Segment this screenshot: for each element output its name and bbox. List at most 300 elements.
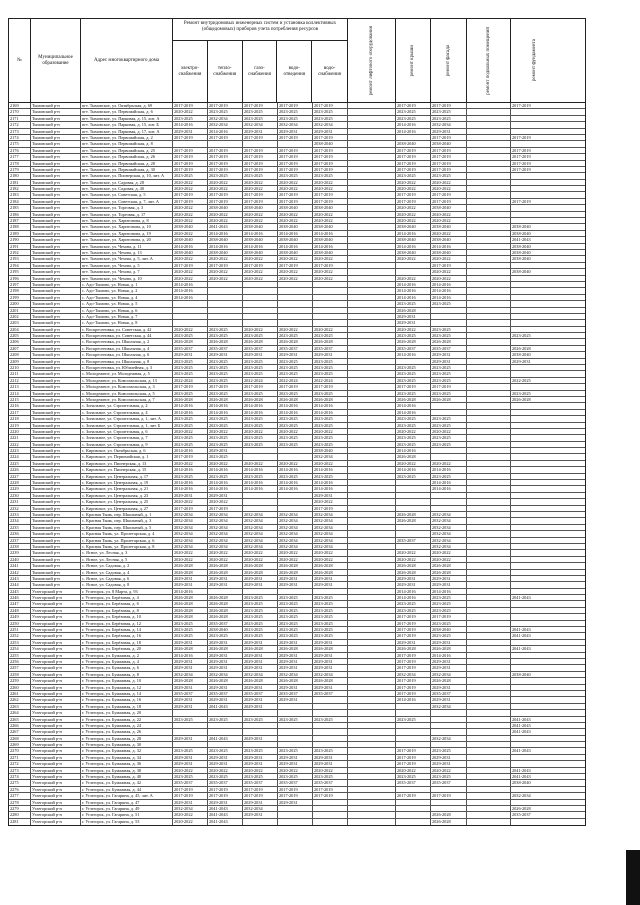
table-cell: 2020-2022: [243, 186, 278, 191]
table-cell: [467, 512, 511, 517]
table-cell: 2020-2022: [173, 256, 208, 261]
table-cell: 2029-2031: [313, 685, 348, 690]
table-cell: 2014-2016: [173, 403, 208, 408]
table-body: [8, 102, 586, 826]
table-cell: [511, 819, 559, 825]
table-cell: 2017-2019: [313, 135, 348, 140]
table-cell: 2029-2031: [396, 582, 431, 587]
table-cell: [511, 122, 559, 127]
table-cell: 2017-2019: [396, 793, 431, 798]
table-cell: Тымовский р-н: [31, 550, 81, 555]
table-cell: 2017-2019: [208, 192, 243, 197]
table-cell: 2020-2022: [243, 218, 278, 223]
table-cell: с. Адо-Тымово, ул. Новая, д. 8: [81, 320, 173, 325]
table-cell: 2029-2031: [208, 582, 243, 587]
table-cell: 2020-2022: [243, 550, 278, 555]
table-cell: 2017-2019: [396, 685, 431, 690]
table-cell: г. Углегорск, ул. Бумажная, д. 38: [81, 768, 173, 773]
table-cell: [348, 601, 396, 606]
table-cell: 2017-2019: [278, 793, 313, 798]
table-cell: 2169: [9, 103, 31, 108]
table-cell: [348, 486, 396, 491]
table-cell: 2032-2034: [243, 806, 278, 811]
table-cell: [467, 531, 511, 536]
table-cell: 2023-2025: [313, 748, 348, 753]
table-cell: 2173: [9, 129, 31, 134]
table-cell: [278, 812, 313, 817]
table-cell: Углегорский р-н: [31, 710, 81, 715]
table-cell: [313, 729, 348, 734]
table-cell: 2029-2031: [431, 576, 467, 581]
table-cell: [278, 295, 313, 300]
table-cell: Тымовский р-н: [31, 525, 81, 530]
table-cell: 2275: [9, 780, 31, 785]
table-cell: 2240: [9, 557, 31, 562]
table-cell: 2020-2022: [313, 327, 348, 332]
table-cell: 2023-2025: [173, 416, 208, 421]
table-cell: с. Ясное, ул. Лесная, д. 5: [81, 557, 173, 562]
table-cell: [208, 282, 243, 287]
table-cell: 2014-2016: [173, 282, 208, 287]
table-cell: с. Молодежное, ул. Комсомольская, д. 7: [81, 397, 173, 402]
table-cell: [511, 276, 559, 281]
table-cell: 2014-2016: [208, 403, 243, 408]
table-cell: 2029-2031: [278, 582, 313, 587]
table-cell: 2023-2025: [396, 116, 431, 121]
table-cell: 2020-2022: [208, 218, 243, 223]
header-roof: ремонт крыши: [396, 19, 431, 102]
table-cell: 2017-2019: [173, 192, 208, 197]
table-cell: Тымовский р-н: [31, 122, 81, 127]
table-cell: [511, 339, 559, 344]
table-cell: 2023-2025: [431, 595, 467, 600]
table-cell: Углегорский р-н: [31, 665, 81, 670]
table-cell: 2032-2034: [431, 531, 467, 536]
table-cell: 2032-2034: [243, 544, 278, 549]
table-cell: 2017-2019: [278, 148, 313, 153]
table-cell: Углегорский р-н: [31, 621, 81, 626]
table-cell: 2017-2019: [243, 148, 278, 153]
table-cell: 2017-2019: [396, 621, 431, 626]
header-facade: ремонт фасада: [431, 19, 467, 102]
table-cell: г. Углегорск, ул. Берёзовая, д. 12: [81, 621, 173, 626]
table-cell: 2020-2022: [313, 186, 348, 191]
table-cell: 2014-2016: [431, 244, 467, 249]
table-cell: 2035-2037: [208, 780, 243, 785]
table-cell: 2020-2022: [173, 429, 208, 434]
table-cell: Тымовский р-н: [31, 499, 81, 504]
table-cell: [467, 442, 511, 447]
table-cell: 2038-2040: [313, 205, 348, 210]
table-cell: с. Воскресеновка, ул. Советская, д. 42: [81, 327, 173, 332]
table-cell: 2029-2031: [173, 129, 208, 134]
table-cell: [348, 301, 396, 306]
table-cell: 2023-2025: [431, 442, 467, 447]
table-cell: Углегорский р-н: [31, 717, 81, 722]
table-cell: [511, 301, 559, 306]
table-cell: 2023-2025: [243, 608, 278, 613]
table-cell: 2017-2019: [243, 135, 278, 140]
table-cell: 2020-2022: [313, 218, 348, 223]
table-cell: 2023-2025: [396, 442, 431, 447]
table-cell: [243, 288, 278, 293]
table-cell: [348, 199, 396, 204]
table-cell: [348, 665, 396, 670]
table-cell: 2017-2019: [431, 263, 467, 268]
table-cell: 2225: [9, 461, 31, 466]
table-cell: 2023-2025: [396, 474, 431, 479]
table-cell: 2041-2043: [512, 627, 531, 633]
table-cell: 2038-2040: [396, 237, 431, 242]
table-cell: 2017-2019: [396, 678, 431, 683]
table-cell: [467, 474, 511, 479]
table-cell: 2186: [9, 212, 31, 217]
table-cell: 2268: [9, 736, 31, 741]
table-cell: 2029-2031: [396, 640, 431, 645]
header-basement: ремонт подвальных помещений: [467, 19, 511, 102]
table-cell: 2023-2025: [243, 365, 278, 370]
table-cell: 2020-2022: [313, 429, 348, 434]
table-cell: [396, 704, 431, 709]
table-cell: [511, 467, 559, 472]
table-cell: Тымовский р-н: [31, 199, 81, 204]
table-cell: 2017-2019: [396, 748, 431, 753]
table-cell: [511, 525, 559, 530]
table-cell: 2215: [9, 397, 31, 402]
table-cell: пгт. Тымовское, ул. Первомайская, д. 8: [81, 141, 173, 146]
table-cell: пгт. Тымовское, ул. Парковая, д. 17, лит. А: [81, 129, 173, 134]
table-cell: 2023-2025: [396, 173, 431, 178]
table-cell: 2026-2028: [278, 570, 313, 575]
table-cell: Углегорский р-н: [31, 704, 81, 709]
table-cell: [467, 691, 511, 696]
table-cell: [467, 378, 511, 383]
table-cell: г. Углегорск, ул. Бумажная, д. 12: [81, 685, 173, 690]
table-cell: Тымовский р-н: [31, 135, 81, 140]
table-cell: 2014-2016: [208, 129, 243, 134]
table-cell: 2038-2040: [243, 205, 278, 210]
table-cell: 2017-2019: [431, 135, 467, 140]
table-cell: Тымовский р-н: [31, 474, 81, 479]
table-cell: 2026-2028: [243, 397, 278, 402]
table-cell: 2026-2028: [243, 678, 278, 683]
table-cell: [511, 474, 559, 479]
table-cell: [467, 397, 511, 402]
table-cell: 2014-2016: [173, 448, 208, 453]
table-cell: [243, 301, 278, 306]
table-cell: 2023-2025: [173, 633, 208, 638]
table-cell: [278, 493, 313, 498]
table-cell: [208, 742, 243, 747]
table-cell: [208, 314, 243, 319]
table-cell: 2023-2025: [431, 774, 467, 779]
table-cell: [431, 506, 467, 511]
table-cell: 2029-2031: [208, 653, 243, 658]
table-cell: 2020-2022: [278, 186, 313, 191]
table-cell: 2026-2028: [313, 678, 348, 683]
table-cell: 2224: [9, 454, 31, 459]
table-cell: 2026-2028: [173, 601, 208, 606]
table-cell: 2020-2022: [313, 276, 348, 281]
table-cell: [467, 301, 511, 306]
table-cell: 2020-2022: [243, 768, 278, 773]
table-cell: 2023-2025: [431, 601, 467, 606]
table-cell: [348, 723, 396, 728]
table-cell: [511, 755, 559, 760]
table-cell: 2023-2025: [208, 391, 243, 396]
table-cell: 2020-2022: [173, 812, 208, 817]
table-cell: [511, 512, 559, 517]
table-cell: 2023-2025: [313, 423, 348, 428]
table-cell: 2026-2028: [173, 608, 208, 613]
table-cell: 2023-2025: [313, 435, 348, 440]
table-cell: с. Молодежное, ул. Комсомольская, д. 5: [81, 391, 173, 396]
table-cell: Тымовский р-н: [31, 506, 81, 511]
table-cell: 2014-2016: [396, 589, 431, 594]
table-cell: 2038-2040: [173, 224, 208, 229]
table-cell: [467, 269, 511, 274]
table-cell: Углегорский р-н: [31, 723, 81, 728]
table-cell: 2017-2019: [431, 614, 467, 619]
table-cell: [208, 710, 243, 715]
table-cell: 2020-2022: [208, 550, 243, 555]
table-cell: 2023-2025: [173, 717, 208, 722]
table-cell: 2023-2025: [278, 173, 313, 178]
table-cell: с. Кировское, ул. Центральная, д. 21: [81, 486, 173, 491]
table-cell: 2014-2016: [208, 467, 243, 472]
table-cell: пгт. Тымовское, ул. Харитонова, д. 8: [81, 218, 173, 223]
table-cell: [348, 582, 396, 587]
table-cell: 2205: [9, 333, 31, 338]
table-cell: [511, 570, 559, 575]
table-cell: 2191: [9, 244, 31, 249]
table-cell: [348, 397, 396, 402]
table-cell: [278, 282, 313, 287]
table-cell: 2023-2025: [243, 391, 278, 396]
table-cell: г. Углегорск, ул. Бумажная, д. 20: [81, 710, 173, 715]
table-cell: 2014-2016: [431, 653, 467, 658]
table-cell: 2032-2034: [278, 122, 313, 127]
table-cell: 2023-2025: [431, 474, 467, 479]
table-cell: 2017-2019: [396, 167, 431, 172]
table-cell: [396, 544, 431, 549]
table-cell: 2020-2022: [173, 269, 208, 274]
table-cell: [313, 295, 348, 300]
table-cell: 2022-2024: [278, 378, 313, 383]
table-cell: [278, 736, 313, 741]
table-cell: 2017-2019: [512, 103, 531, 108]
table-cell: 2017-2019: [396, 614, 431, 619]
table-cell: г. Углегорск, ул. Бумажная, д. 16: [81, 697, 173, 702]
table-cell: [511, 461, 559, 466]
table-cell: Углегорский р-н: [31, 653, 81, 658]
table-cell: 2029-2031: [431, 697, 467, 702]
table-cell: г. Углегорск, ул. Бумажная, д. 44: [81, 787, 173, 792]
table-cell: 2017-2019: [396, 653, 431, 658]
table-cell: 2029-2031: [173, 640, 208, 645]
table-cell: 2023-2025: [313, 416, 348, 421]
table-cell: 2029-2031: [431, 640, 467, 645]
table-cell: 2023-2025: [431, 333, 467, 338]
table-cell: [173, 308, 208, 313]
table-cell: [511, 205, 559, 210]
table-cell: г. Углегорск, ул. Бумажная, д. 14: [81, 691, 173, 696]
header-gas: газо-снабжения: [243, 41, 278, 102]
table-cell: [511, 327, 559, 332]
table-cell: [278, 819, 313, 825]
table-cell: 2210: [9, 365, 31, 370]
table-cell: 2023-2025: [243, 595, 278, 600]
table-cell: с. Красная Тымь, ул. Пролетарская, д. 6: [81, 538, 173, 543]
table-cell: 2023-2025: [313, 173, 348, 178]
table-cell: 2020-2022: [173, 461, 208, 466]
table-cell: [278, 742, 313, 747]
table-cell: 2023-2025: [243, 633, 278, 638]
table-cell: Углегорский р-н: [31, 697, 81, 702]
table-cell: 2041-2043: [512, 767, 531, 773]
table-cell: [348, 576, 396, 581]
table-cell: 2026-2028: [278, 563, 313, 568]
table-cell: [511, 499, 559, 504]
table-cell: 2032-2034: [208, 122, 243, 127]
table-cell: 2026-2028: [208, 595, 243, 600]
table-cell: 2032-2034: [313, 525, 348, 530]
table-cell: [511, 704, 559, 709]
table-cell: 2038-2040: [512, 269, 531, 275]
table-cell: [467, 288, 511, 293]
table-cell: Углегорский р-н: [31, 812, 81, 817]
table-cell: 2248: [9, 608, 31, 613]
table-cell: [511, 442, 559, 447]
table-cell: Углегорский р-н: [31, 691, 81, 696]
table-cell: [467, 423, 511, 428]
table-cell: 2208: [9, 352, 31, 357]
table-cell: пгт. Тымовское, ул. Первомайская, д. 26: [81, 154, 173, 159]
table-cell: [511, 589, 559, 594]
table-cell: Тымовский р-н: [31, 557, 81, 562]
table-cell: 2017-2019: [512, 134, 531, 140]
table-cell: Тымовский р-н: [31, 244, 81, 249]
table-cell: 2038-2040: [431, 627, 467, 632]
table-cell: [467, 787, 511, 792]
table-cell: 2020-2022: [278, 557, 313, 562]
table-cell: [467, 729, 511, 734]
table-cell: [511, 608, 559, 613]
table-cell: 2032-2034: [313, 512, 348, 517]
table-cell: [467, 582, 511, 587]
table-cell: 2023-2025: [278, 595, 313, 600]
table-cell: [467, 346, 511, 351]
table-cell: Тымовский р-н: [31, 333, 81, 338]
table-cell: [348, 646, 396, 651]
table-cell: с. Молодежное, ул. Комсомольская, д. 3: [81, 384, 173, 389]
table-cell: [467, 704, 511, 709]
table-cell: 2017-2019: [313, 384, 348, 389]
table-cell: 2014-2016: [173, 653, 208, 658]
scan-shadow: [626, 850, 640, 905]
table-cell: 2020-2022: [173, 327, 208, 332]
table-cell: [431, 308, 467, 313]
table-cell: 2035-2037: [396, 780, 431, 785]
table-cell: [278, 506, 313, 511]
table-cell: [511, 691, 559, 696]
table-cell: 2023-2025: [173, 371, 208, 376]
table-cell: 2017-2019: [278, 263, 313, 268]
table-cell: Тымовский р-н: [31, 288, 81, 293]
table-cell: [313, 308, 348, 313]
table-cell: [348, 423, 396, 428]
table-cell: 2032-2034: [278, 531, 313, 536]
table-cell: [278, 448, 313, 453]
table-cell: [467, 595, 511, 600]
table-cell: 2014-2016: [278, 480, 313, 485]
table-cell: с. Зональное, ул. Строительная, д. 1, лит. Б: [81, 423, 173, 428]
table-cell: 2017-2019: [208, 148, 243, 153]
table-cell: [511, 263, 559, 268]
table-cell: 2250: [9, 621, 31, 626]
table-cell: 2023-2025: [208, 748, 243, 753]
table-cell: [511, 129, 559, 134]
table-cell: 2029-2031: [396, 576, 431, 581]
table-cell: 2022-2024: [243, 378, 278, 383]
table-cell: 2014-2016: [278, 410, 313, 415]
table-cell: 2020-2022: [278, 461, 313, 466]
table-cell: 2026-2028: [396, 512, 431, 517]
table-cell: 2029-2031: [278, 665, 313, 670]
table-cell: [467, 550, 511, 555]
table-cell: Тымовский р-н: [31, 403, 81, 408]
table-cell: 2023-2025: [278, 371, 313, 376]
table-cell: 2020-2022: [173, 109, 208, 114]
table-cell: 2222: [9, 442, 31, 447]
table-cell: 2171: [9, 116, 31, 121]
table-cell: 2041-2043: [512, 748, 531, 754]
table-cell: 2254: [9, 646, 31, 651]
table-cell: 2256: [9, 659, 31, 664]
table-cell: [511, 742, 559, 747]
table-cell: 2029-2031: [313, 493, 348, 498]
table-cell: [348, 550, 396, 555]
table-cell: 2029-2031: [208, 493, 243, 498]
table-cell: [511, 621, 559, 626]
table-cell: 2017-2019: [243, 263, 278, 268]
table-cell: 2014-2016: [208, 231, 243, 236]
table-cell: с. Ясное, ул. Садовая, д. 2: [81, 563, 173, 568]
table-cell: 2023-2025: [396, 371, 431, 376]
table-cell: 2020-2022: [278, 180, 313, 185]
table-cell: 2265: [9, 717, 31, 722]
table-cell: 2032-2034: [208, 544, 243, 549]
table-cell: 2026-2028: [173, 563, 208, 568]
table-cell: 2023-2025: [278, 365, 313, 370]
table-cell: 2029-2031: [243, 761, 278, 766]
table-cell: 2020-2022: [173, 768, 208, 773]
table-cell: 2014-2016: [396, 129, 431, 134]
table-cell: 2023-2025: [396, 365, 431, 370]
table-cell: [348, 685, 396, 690]
table-cell: 2026-2028: [431, 339, 467, 344]
table-cell: 2020-2022: [313, 550, 348, 555]
table-cell: Тымовский р-н: [31, 448, 81, 453]
table-cell: 2190: [9, 237, 31, 242]
table-cell: [511, 601, 559, 606]
table-cell: 2243: [9, 576, 31, 581]
table-cell: с. Воскресеновка, ул. Школьная, д. 2: [81, 339, 173, 344]
table-cell: 2026-2028: [173, 339, 208, 344]
table-cell: 2029-2031: [173, 736, 208, 741]
table-cell: 2023-2025: [313, 627, 348, 632]
table-cell: 2020-2022: [208, 768, 243, 773]
